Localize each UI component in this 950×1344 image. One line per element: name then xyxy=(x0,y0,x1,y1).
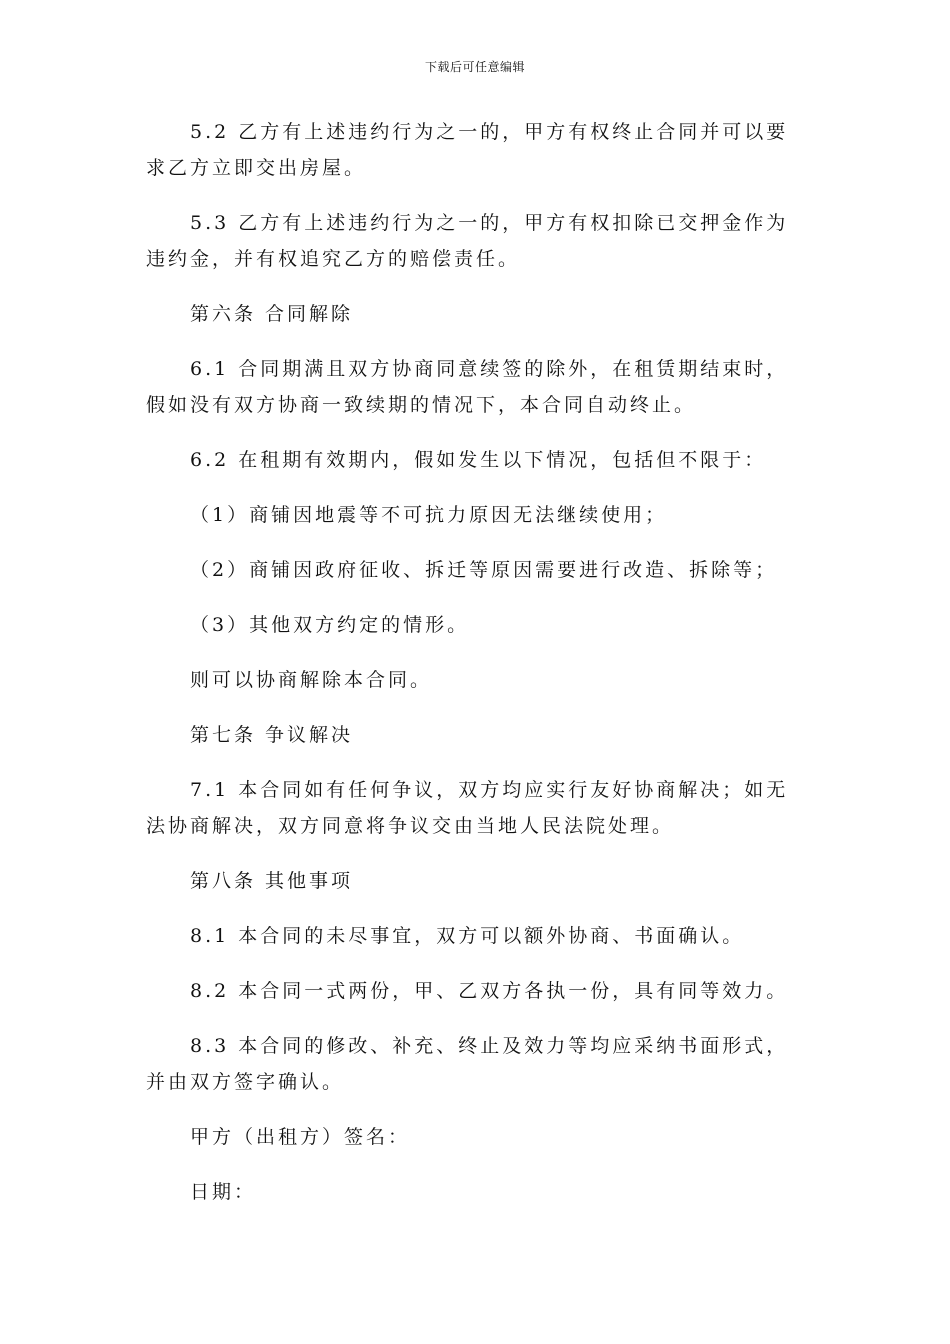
clause-6-1 xyxy=(146,351,796,423)
condition-2: （2）商铺因政府征收、拆迁等原因需要进行改造、拆除等； xyxy=(190,559,778,581)
date-label: 日期： xyxy=(190,1181,257,1203)
clause-8-3-line-2: 并由双方签字确认。 xyxy=(146,1071,345,1093)
clause-6-2: 6.2 在租期有效期内，假如发生以下情况，包括但不限于： xyxy=(190,449,767,471)
page-header: 下载后可任意编辑 xyxy=(424,60,525,74)
article-8-heading: 第八条 其他事项 xyxy=(190,870,354,892)
clause-5-3 xyxy=(146,205,796,277)
clause-5-3-line-2: 违约金，并有权追究乙方的赔偿责任。 xyxy=(146,248,521,270)
clause-8-3 xyxy=(146,1028,796,1100)
document-body xyxy=(146,114,796,1229)
clause-8-3-line-1: 8.3 本合同的修改、补充、终止及效力等均应采纳书面形式， xyxy=(190,1035,789,1057)
termination-note: 则可以协商解除本合同。 xyxy=(190,669,433,691)
lessor-signature-label: 甲方（出租方）签名： xyxy=(190,1126,411,1148)
condition-1: （1）商铺因地震等不可抗力原因无法继续使用； xyxy=(190,504,668,526)
condition-3: （3）其他双方约定的情形。 xyxy=(190,614,470,636)
clause-8-2: 8.2 本合同一式两份，甲、乙双方各执一份，具有同等效力。 xyxy=(190,980,789,1002)
clause-6-1-line-2: 假如没有双方协商一致续期的情况下，本合同自动终止。 xyxy=(146,394,697,416)
article-7-heading: 第七条 争议解决 xyxy=(190,724,354,746)
article-6-heading: 第六条 合同解除 xyxy=(190,303,354,325)
clause-8-1: 8.1 本合同的未尽事宜，双方可以额外协商、书面确认。 xyxy=(190,925,745,947)
clause-7-1-line-2: 法协商解决，双方同意将争议交由当地人民法院处理。 xyxy=(146,815,675,837)
clause-5-2-line-1: 5.2 乙方有上述违约行为之一的，甲方有权终止合同并可以要 xyxy=(190,121,789,143)
clause-7-1-line-1: 7.1 本合同如有任何争议，双方均应实行友好协商解决；如无 xyxy=(190,779,789,801)
clause-7-1 xyxy=(146,772,796,844)
clause-5-2-line-2: 求乙方立即交出房屋。 xyxy=(146,157,367,179)
clause-5-2 xyxy=(146,114,796,186)
clause-6-1-line-1: 6.1 合同期满且双方协商同意续签的除外，在租赁期结束时， xyxy=(190,358,789,380)
clause-5-3-line-1: 5.3 乙方有上述违约行为之一的，甲方有权扣除已交押金作为 xyxy=(190,212,789,234)
